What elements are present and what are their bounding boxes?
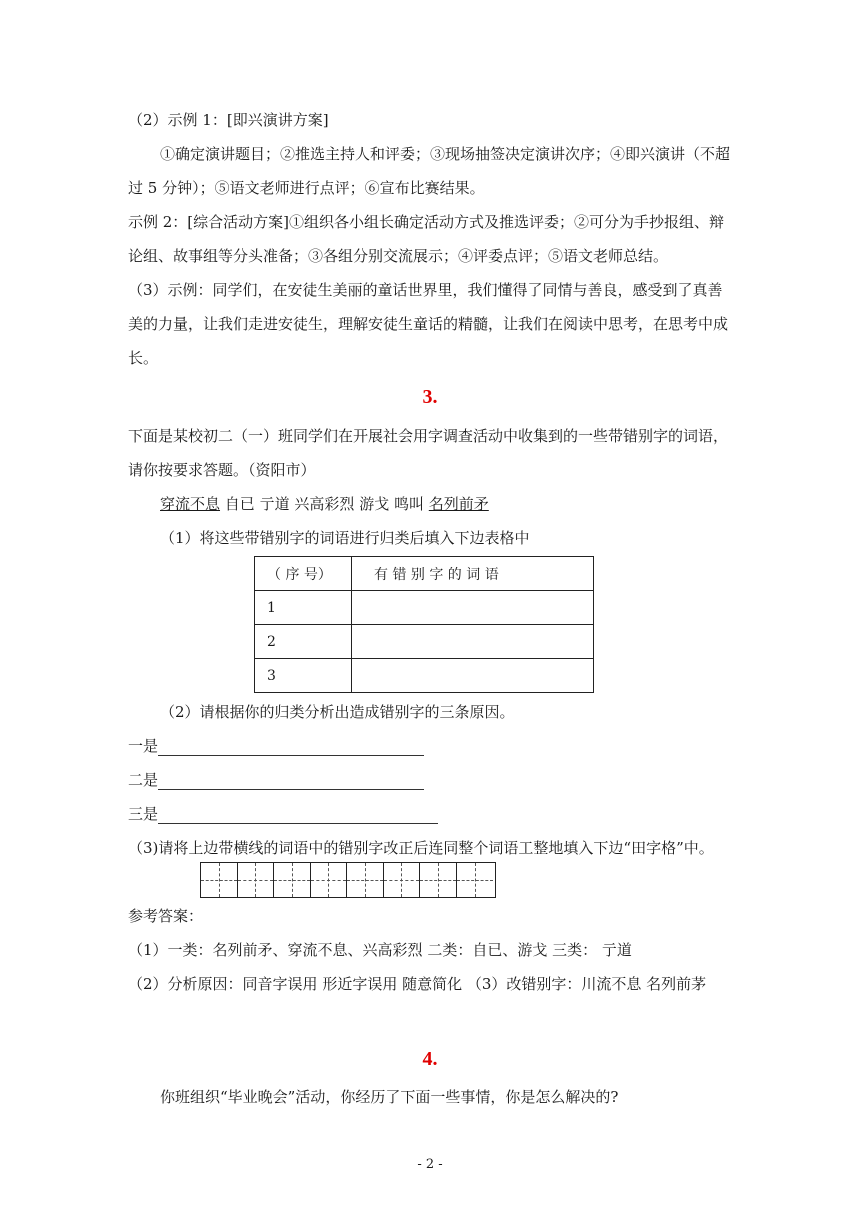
reason-1-blank[interactable] <box>158 740 424 756</box>
tianzige-grid[interactable] <box>200 862 496 898</box>
table-header-row <box>255 557 594 591</box>
word-6: 鸣叫 <box>393 495 424 513</box>
q4-text: 你班组织“毕业晚会”活动，你经历了下面一些事情，你是怎么解决的? <box>160 1088 619 1106</box>
example1-line2: 过 5 分钟）；⑤语文老师进行点评；⑥宣布比赛结果。 <box>128 179 485 197</box>
example2-line2: 论组、故事组等分头准备；③各组分别交流展示；④评委点评；⑤语文老师总结。 <box>128 247 669 265</box>
word-underlined-1: 穿流不息 <box>160 495 221 513</box>
word-3: 亍道 <box>259 495 290 513</box>
reason-1 <box>128 736 424 756</box>
reason-3-blank[interactable] <box>158 808 438 824</box>
grid-cell[interactable] <box>201 863 238 897</box>
word-2: 自已 <box>224 495 255 513</box>
reason-1-label: 一是 <box>128 737 159 755</box>
table-row-answer-cell[interactable] <box>352 591 594 625</box>
table-header-words: 有 错 别 字 的 词 语 <box>352 557 594 591</box>
table-row-number: 3 <box>255 659 352 693</box>
reason-2 <box>128 770 424 790</box>
grid-cell[interactable] <box>384 863 421 897</box>
reason-2-label: 二是 <box>128 771 159 789</box>
answer-2: （2）分析原因：同音字误用 形近字误用 随意简化 （3）改错别字：川流不息 名列前茅 <box>128 975 707 993</box>
table-header-number: （ 序 号） <box>255 557 352 591</box>
classification-table <box>254 556 594 693</box>
example1-title: （2）示例 1：[即兴演讲方案] <box>128 111 329 129</box>
part3-line1: （3）示例：同学们，在安徒生美丽的童话世界里，我们懂得了同情与善良，感受到了真善 <box>128 281 723 299</box>
grid-cell[interactable] <box>238 863 275 897</box>
q3-sub3: （3)请将上边带横线的词语中的错别字改正后连同整个词语工整地填入下边“田字格”中。 <box>128 839 714 857</box>
q3-intro-line1: 下面是某校初二（一）班同学们在开展社会用字调查活动中收集到的一些带错别字的词语， <box>128 427 729 445</box>
example2-line1: 示例 2：[综合活动方案]①组织各小组长确定活动方式及推选评委；②可分为手抄报组、辩 <box>128 213 725 231</box>
question-4-number: 4. <box>422 1048 438 1070</box>
q3-sub2: （2）请根据你的归类分析出造成错别字的三条原因。 <box>160 703 515 721</box>
answer-1: （1）一类：名列前矛、穿流不息、兴高彩烈 二类：自已、游戈 三类： 亍道 <box>128 941 632 959</box>
word-underlined-7: 名列前矛 <box>428 495 489 513</box>
table-row <box>255 659 594 693</box>
table-row-number: 1 <box>255 591 352 625</box>
question-3-number: 3. <box>422 386 438 408</box>
part3-line2: 美的力量，让我们走进安徒生，理解安徒生童话的精髓，让我们在阅读中思考，在思考中成 <box>128 315 729 333</box>
grid-cell[interactable] <box>420 863 457 897</box>
part3-line3: 长。 <box>128 349 159 367</box>
table-row-answer-cell[interactable] <box>352 659 594 693</box>
grid-cell[interactable] <box>457 863 494 897</box>
reason-2-blank[interactable] <box>158 774 424 790</box>
table-row-answer-cell[interactable] <box>352 625 594 659</box>
grid-cell[interactable] <box>347 863 384 897</box>
table-row <box>255 591 594 625</box>
page-number: - 2 - <box>417 1157 443 1172</box>
word-list <box>160 494 489 514</box>
reason-3 <box>128 804 438 824</box>
grid-cell[interactable] <box>311 863 348 897</box>
reason-3-label: 三是 <box>128 805 159 823</box>
answer-title: 参考答案： <box>128 907 204 925</box>
q3-intro-line2: 请你按要求答题。（资阳市） <box>128 461 316 479</box>
example1-line1: ①确定演讲题目；②推选主持人和评委；③现场抽签决定演讲次序；④即兴演讲（不超 <box>160 145 731 163</box>
word-5: 游戈 <box>359 495 390 513</box>
grid-cell[interactable] <box>274 863 311 897</box>
table-row <box>255 625 594 659</box>
q3-sub1: （1）将这些带错别字的词语进行归类后填入下边表格中 <box>160 529 530 547</box>
table-row-number: 2 <box>255 625 352 659</box>
word-4: 兴高彩烈 <box>294 495 355 513</box>
